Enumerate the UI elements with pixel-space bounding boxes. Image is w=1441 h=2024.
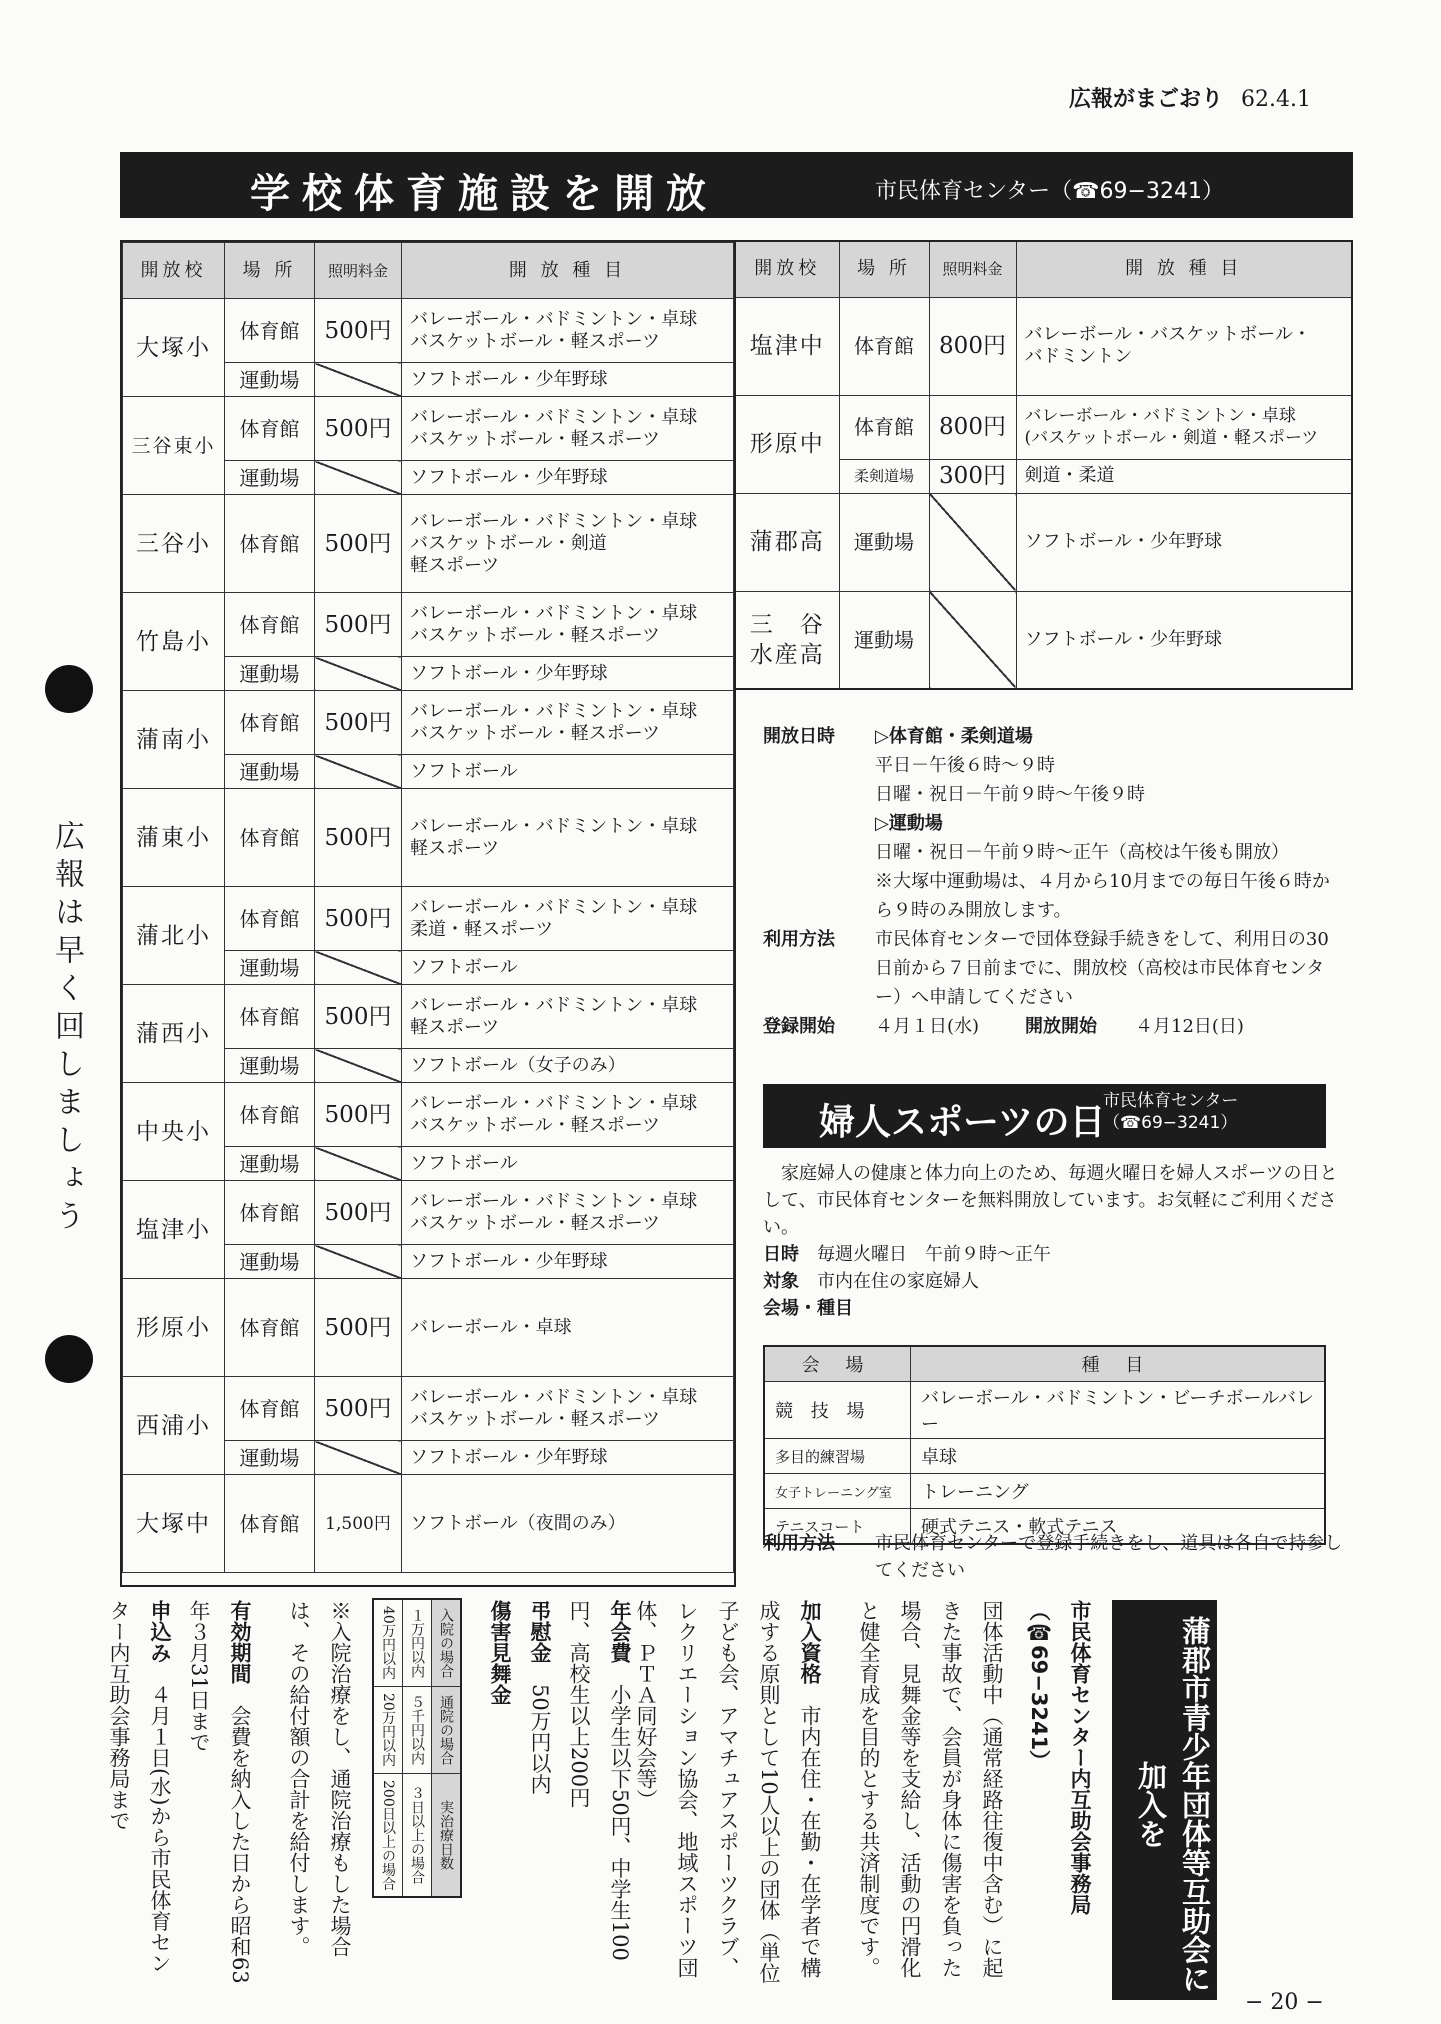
place: 体育館: [225, 887, 315, 951]
main-article-banner: [120, 152, 1353, 218]
no-fee: [315, 461, 402, 495]
school: 塩津中: [735, 297, 839, 395]
fee: 500円: [315, 495, 402, 593]
apply-text: ４月１日(水)から市民体育センター内互助会事務局まで: [107, 1600, 172, 1974]
mutual-apply: [98, 1600, 180, 1990]
school: 蒲東小: [123, 789, 225, 887]
types: ソフトボール: [402, 755, 734, 789]
venue: 多目的練習場: [764, 1439, 911, 1474]
gym-holiday: 日曜・祝日－午前９時～午後９時: [875, 784, 1145, 805]
place: 運動場: [225, 461, 315, 495]
reg-date: ４月１日(水): [875, 1016, 980, 1037]
no-fee: [315, 1049, 402, 1083]
injury-cell: 20万円以内: [373, 1686, 403, 1773]
injury-cell: ５千円以内: [403, 1686, 432, 1773]
ladies-use-text: 市民体育センターで登録手続きをし、道具は各自で持参してください: [875, 1533, 1343, 1581]
place: 運動場: [225, 363, 315, 397]
use-label: 利用方法: [763, 929, 835, 950]
valid-label: 有効期間: [228, 1600, 252, 1684]
fee: 500円: [315, 789, 402, 887]
place: 運動場: [225, 1147, 315, 1181]
right-table-frame: [734, 240, 1353, 690]
place: 体育館: [225, 1083, 315, 1147]
mutual-title: 蒲郡市青少年団体等互助会に加入を: [1112, 1600, 1217, 2000]
page-number: − 20 −: [1245, 1990, 1324, 2015]
venue-head: 会 場: [764, 1346, 911, 1382]
no-fee: [929, 591, 1016, 689]
events: 卓球: [911, 1439, 1326, 1474]
fee: 500円: [315, 1279, 402, 1377]
school: 大塚中: [123, 1475, 225, 1573]
mutual-body: [107, 1600, 1100, 1990]
types: ソフトボール: [402, 951, 734, 985]
no-fee: [315, 755, 402, 789]
types: バレーボール・バスケットボール・ バドミントン: [1016, 297, 1352, 395]
col-fee: 照明料金: [929, 241, 1016, 297]
types: ソフトボール・少年野球: [402, 461, 734, 495]
start-date: ４月12日(日): [1135, 1016, 1244, 1037]
open-info: [763, 722, 1343, 1041]
venue: 競 技 場: [764, 1382, 911, 1439]
types: バレーボール・バドミントン・卓球 軽スポーツ: [402, 985, 734, 1049]
fee: 500円: [315, 299, 402, 363]
event-head: 種 目: [911, 1346, 1326, 1382]
col-types: 開 放 種 目: [402, 243, 734, 299]
masthead: [1069, 82, 1311, 113]
mutual-injury: [479, 1600, 520, 1990]
ladies-target: 市内在住の家庭婦人: [817, 1271, 979, 1292]
no-fee: [315, 1441, 402, 1475]
types: ソフトボール・少年野球: [402, 363, 734, 397]
ladies-info: [763, 1160, 1343, 1322]
events: バレーボール・バドミントン・ビーチボールバレー: [911, 1382, 1326, 1439]
fee: 500円: [315, 887, 402, 951]
place: 運動場: [225, 951, 315, 985]
ladies-use: [763, 1530, 1343, 1584]
fee: 500円: [315, 397, 402, 461]
masthead-date: 62.4.1: [1241, 87, 1311, 112]
mutual-valid: [178, 1600, 260, 1990]
col-school: 開放校: [735, 241, 839, 297]
cond-text: 50万円以内: [528, 1684, 552, 1795]
types: ソフトボール・少年野球: [402, 1441, 734, 1475]
ladies-contact: [1103, 1090, 1238, 1134]
school: 形原小: [123, 1279, 225, 1377]
place: 体育館: [225, 397, 315, 461]
types: バレーボール・バドミントン・卓球 バスケットボール・軽スポーツ: [402, 593, 734, 657]
place: 体育館: [839, 395, 929, 459]
venue: テニスコート: [764, 1509, 911, 1545]
school-table-right: [734, 240, 1353, 690]
ladies-body: 家庭婦人の健康と体力向上のため、毎週火曜日を婦人スポーツの日として、市民体育センターを無料開放しています。お気軽にご利用ください。: [763, 1163, 1338, 1238]
fee: 300円: [929, 459, 1016, 493]
types: バレーボール・バドミントン・卓球 柔道・軽スポーツ: [402, 887, 734, 951]
ladies-use-label: 利用方法: [763, 1533, 835, 1554]
types: バレーボール・バドミントン・卓球 バスケットボール・軽スポーツ: [402, 1377, 734, 1441]
injury-cell: １万円以内: [403, 1599, 432, 1686]
types: バレーボール・バドミントン・卓球 バスケットボール・軽スポーツ: [402, 299, 734, 363]
no-fee: [315, 1147, 402, 1181]
fee: 800円: [929, 297, 1016, 395]
school: 蒲郡高: [735, 493, 839, 591]
gym-head: ▷体育館・柔剣道場: [875, 726, 1033, 747]
open-note: ※大塚中運動場は、４月から10月までの毎日午後６時から９時のみ開放します。: [875, 871, 1330, 921]
fee: 1,500円: [315, 1475, 402, 1573]
cond-label: 弔慰金: [528, 1600, 552, 1663]
injury-head: 入院の場合: [432, 1599, 462, 1686]
no-fee: [315, 363, 402, 397]
fee: 500円: [315, 1377, 402, 1441]
fee: 500円: [315, 1181, 402, 1245]
side-caption: 広報は早く回しましょう: [49, 820, 84, 1238]
school: 塩津小: [123, 1181, 225, 1279]
col-school: 開放校: [123, 243, 225, 299]
place: 体育館: [225, 985, 315, 1049]
place: 体育館: [225, 1475, 315, 1573]
fee-text: 小学生以下50円、中学生100円、高校生以上200円: [567, 1600, 632, 1961]
no-fee: [315, 951, 402, 985]
place: 体育館: [225, 1181, 315, 1245]
place: 体育館: [225, 691, 315, 755]
open-label: 開放日時: [763, 726, 835, 747]
binder-hole: [45, 665, 93, 713]
fee: 500円: [315, 593, 402, 657]
place: 体育館: [225, 1377, 315, 1441]
start-label: 開放開始: [1025, 1016, 1097, 1037]
mutual-body1: 団体活動中（通常経路往復中含む）に起きた事故で、会員が身体に傷害を負った場合、見舞金等を支給し、活動の円滑化と健全育成を目的とする共済制度です。: [857, 1600, 1004, 1978]
place: 運動場: [839, 591, 929, 689]
col-place: 場 所: [839, 241, 929, 297]
types: バレーボール・卓球: [402, 1279, 734, 1377]
events: トレーニング: [911, 1474, 1326, 1509]
school: 三谷小: [123, 495, 225, 593]
apply-label: 申込み: [148, 1600, 172, 1663]
fee-label: 年会費: [608, 1600, 632, 1663]
ladies-venue-label: 会場・種目: [763, 1298, 853, 1319]
place: 運動場: [225, 1049, 315, 1083]
col-place: 場 所: [225, 243, 315, 299]
injury-head: 通院の場合: [432, 1686, 462, 1773]
place: 運動場: [225, 1441, 315, 1475]
types: バレーボール・バドミントン・卓球 バスケットボール・軽スポーツ: [402, 691, 734, 755]
ladies-target-label: 対象: [763, 1271, 799, 1292]
join-label: 加入資格: [798, 1600, 822, 1684]
place: 運動場: [225, 755, 315, 789]
no-fee: [315, 657, 402, 691]
place: 体育館: [225, 789, 315, 887]
gym-weekday: 平日－午後６時～９時: [875, 755, 1055, 776]
injury-table: [372, 1598, 462, 1898]
ladies-title: 婦人スポーツの日: [819, 1102, 1106, 1143]
types: ソフトボール: [402, 1147, 734, 1181]
place: 体育館: [225, 299, 315, 363]
school: 大塚小: [123, 299, 225, 397]
mutual-note: ※入院治療をし、通院治療もした場合は、その給付額の合計を給付します。: [287, 1600, 352, 1957]
fee: 500円: [315, 691, 402, 755]
types: バレーボール・バドミントン・卓球 軽スポーツ: [402, 789, 734, 887]
injury-cell: 200日以上の場合: [373, 1773, 403, 1897]
main-article-contact: 市民体育センター（☎69−3241）: [875, 179, 1224, 204]
school: 竹島小: [123, 593, 225, 691]
school: 形原中: [735, 395, 839, 493]
types: 剣道・柔道: [1016, 459, 1352, 493]
events: 硬式テニス・軟式テニス: [911, 1509, 1326, 1545]
place: 体育館: [225, 495, 315, 593]
mutual-join: [625, 1600, 830, 1990]
mutual-office: 市民体育センター内互助会事務局（☎69−3241）: [1027, 1600, 1092, 1915]
place: 運動場: [839, 493, 929, 591]
types: ソフトボール・少年野球: [402, 657, 734, 691]
school: 蒲北小: [123, 887, 225, 985]
school: 三谷東小: [123, 397, 225, 495]
reg-label: 登録開始: [763, 1016, 835, 1037]
field-head: ▷運動場: [875, 813, 943, 834]
col-types: 開 放 種 目: [1016, 241, 1352, 297]
ladies-banner: [763, 1084, 1326, 1148]
types: ソフトボール（夜間のみ）: [402, 1475, 734, 1573]
place: 体育館: [839, 297, 929, 395]
school: 西浦小: [123, 1377, 225, 1475]
binder-hole: [45, 1335, 93, 1383]
types: ソフトボール（女子のみ）: [402, 1049, 734, 1083]
types: ソフトボール・少年野球: [1016, 493, 1352, 591]
injury-cell: ３日以上の場合: [403, 1773, 432, 1897]
masthead-name: 広報がまごおり: [1069, 87, 1224, 112]
use-text: 市民体育センターで団体登録手続きをして、利用日の30日前から７日前までに、開放校（高校は市民体育センター）へ申請してください: [875, 929, 1329, 1008]
place: 運動場: [225, 657, 315, 691]
mutual-fee: [558, 1600, 640, 1990]
field-holiday: 日曜・祝日－午前９時～正午（高校は午後も開放）: [875, 842, 1289, 863]
school: 蒲南小: [123, 691, 225, 789]
no-fee: [929, 493, 1016, 591]
school: 三 谷 水産高: [735, 591, 839, 689]
venue-table: [763, 1345, 1326, 1545]
place: 柔剣道場: [839, 459, 929, 493]
join-text: 市内在住・在勤・在学者で構成する原則として10人以上の団体（単位子ども会、アマチュアスポーツクラブ、レクリエーション協会、地域スポーツ団体、ＰＴＡ同好会等）: [634, 1600, 822, 1984]
fee: 500円: [315, 1083, 402, 1147]
injury-label: 傷害見舞金: [488, 1600, 512, 1705]
types: バレーボール・バドミントン・卓球 (バスケットボール・剣道・軽スポーツ: [1016, 395, 1352, 459]
injury-head: 実治療日数: [432, 1773, 462, 1897]
school: 蒲西小: [123, 985, 225, 1083]
ladies-contact-phone: （☎69−3241）: [1103, 1113, 1238, 1133]
valid-text: 会費を納入した日から昭和63年３月31日まで: [187, 1600, 252, 1984]
place: 体育館: [225, 593, 315, 657]
venue: 女子トレーニング室: [764, 1474, 911, 1509]
school: 中央小: [123, 1083, 225, 1181]
school-table-left: [122, 242, 734, 1573]
ladies-date-label: 日時: [763, 1244, 799, 1265]
col-fee: 照明料金: [315, 243, 402, 299]
types: バレーボール・バドミントン・卓球 バスケットボール・軽スポーツ: [402, 1181, 734, 1245]
mutual-cond: [519, 1600, 560, 1990]
types: ソフトボール・少年野球: [402, 1245, 734, 1279]
no-fee: [315, 1245, 402, 1279]
fee: 500円: [315, 985, 402, 1049]
types: バレーボール・バドミントン・卓球 バスケットボール・軽スポーツ: [402, 1083, 734, 1147]
fee: 800円: [929, 395, 1016, 459]
injury-cell: 40万円以内: [373, 1599, 403, 1686]
place: 運動場: [225, 1245, 315, 1279]
left-table-frame: [120, 240, 736, 1587]
place: 体育館: [225, 1279, 315, 1377]
types: ソフトボール・少年野球: [1016, 591, 1352, 689]
main-article-title: 学校体育施設を開放: [250, 171, 718, 217]
types: バレーボール・バドミントン・卓球 バスケットボール・剣道 軽スポーツ: [402, 495, 734, 593]
ladies-contact-name: 市民体育センター: [1103, 1091, 1239, 1111]
types: バレーボール・バドミントン・卓球 バスケットボール・軽スポーツ: [402, 397, 734, 461]
ladies-date: 毎週火曜日 午前９時～正午: [817, 1244, 1051, 1265]
